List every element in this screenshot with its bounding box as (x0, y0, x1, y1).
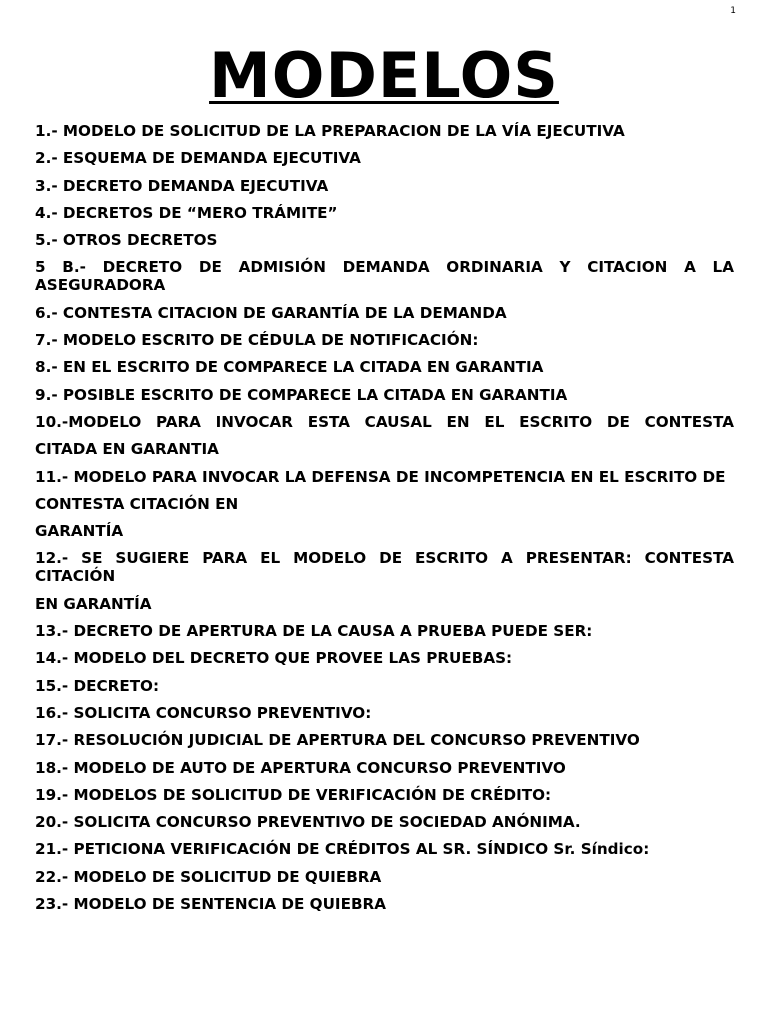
page-title-text: MODELOS (209, 39, 559, 112)
list-item: 23.- MODELO DE SENTENCIA DE QUIEBRA (35, 895, 386, 914)
list-item: CONTESTA CITACIÓN EN (35, 494, 239, 513)
list-item: 9.- POSIBLE ESCRITO DE COMPARECE LA CITADA EN GARANTIA (35, 385, 568, 404)
list-item: 6.- CONTESTA CITACION DE GARANTÍA DE LA DEMANDA (35, 303, 507, 322)
list-item: 22.- MODELO DE SOLICITUD DE QUIEBRA (35, 867, 382, 886)
list-item: 2.- ESQUEMA DE DEMANDA EJECUTIVA (35, 149, 361, 168)
list-item: 12.- SE SUGIERE PARA EL MODELO DE ESCRITO A PRESENTAR: CONTESTA CITACIÓN (35, 549, 734, 586)
list-item: 10.-MODELO PARA INVOCAR ESTA CAUSAL EN EL ESCRITO DE CONTESTA (35, 412, 734, 431)
page-title (0, 40, 768, 112)
list-item: 11.- MODELO PARA INVOCAR LA DEFENSA DE INCOMPETENCIA EN EL ESCRITO DE (35, 467, 726, 486)
list-item: 7.- MODELO ESCRITO DE CÉDULA DE NOTIFICACIÓN: (35, 331, 479, 350)
list-item: 5 B.- DECRETO DE ADMISIÓN DEMANDA ORDINARIA Y CITACION A LA ASEGURADORA (35, 258, 734, 295)
page-number: 1 (730, 6, 736, 16)
list-item: 5.- OTROS DECRETOS (35, 231, 218, 250)
list-item: 8.- EN EL ESCRITO DE COMPARECE LA CITADA EN GARANTIA (35, 358, 544, 377)
list-item: 17.- RESOLUCIÓN JUDICIAL DE APERTURA DEL CONCURSO PREVENTIVO (35, 731, 640, 750)
list-item: 20.- SOLICITA CONCURSO PREVENTIVO DE SOCIEDAD ANÓNIMA. (35, 813, 581, 832)
list-item: 14.- MODELO DEL DECRETO QUE PROVEE LAS PRUEBAS: (35, 649, 513, 668)
list-item: 15.- DECRETO: (35, 676, 160, 695)
list-item: 16.- SOLICITA CONCURSO PREVENTIVO: (35, 703, 372, 722)
list-item: 13.- DECRETO DE APERTURA DE LA CAUSA A PRUEBA PUEDE SER: (35, 622, 593, 641)
list-item: 21.- PETICIONA VERIFICACIÓN DE CRÉDITOS AL SR. SÍNDICO Sr. Síndico: (35, 840, 650, 859)
list-item: 3.- DECRETO DEMANDA EJECUTIVA (35, 176, 329, 195)
list-item: 19.- MODELOS DE SOLICITUD DE VERIFICACIÓN DE CRÉDITO: (35, 785, 552, 804)
list-item: CITADA EN GARANTIA (35, 440, 219, 459)
list-item: GARANTÍA (35, 522, 124, 541)
list-item: 4.- DECRETOS DE “MERO TRÁMITE” (35, 203, 338, 222)
list-item: EN GARANTÍA (35, 594, 152, 613)
list-item: 18.- MODELO DE AUTO DE APERTURA CONCURSO PREVENTIVO (35, 758, 566, 777)
list-item: 1.- MODELO DE SOLICITUD DE LA PREPARACION DE LA VÍA EJECUTIVA (35, 122, 625, 140)
models-index-list (35, 122, 734, 922)
